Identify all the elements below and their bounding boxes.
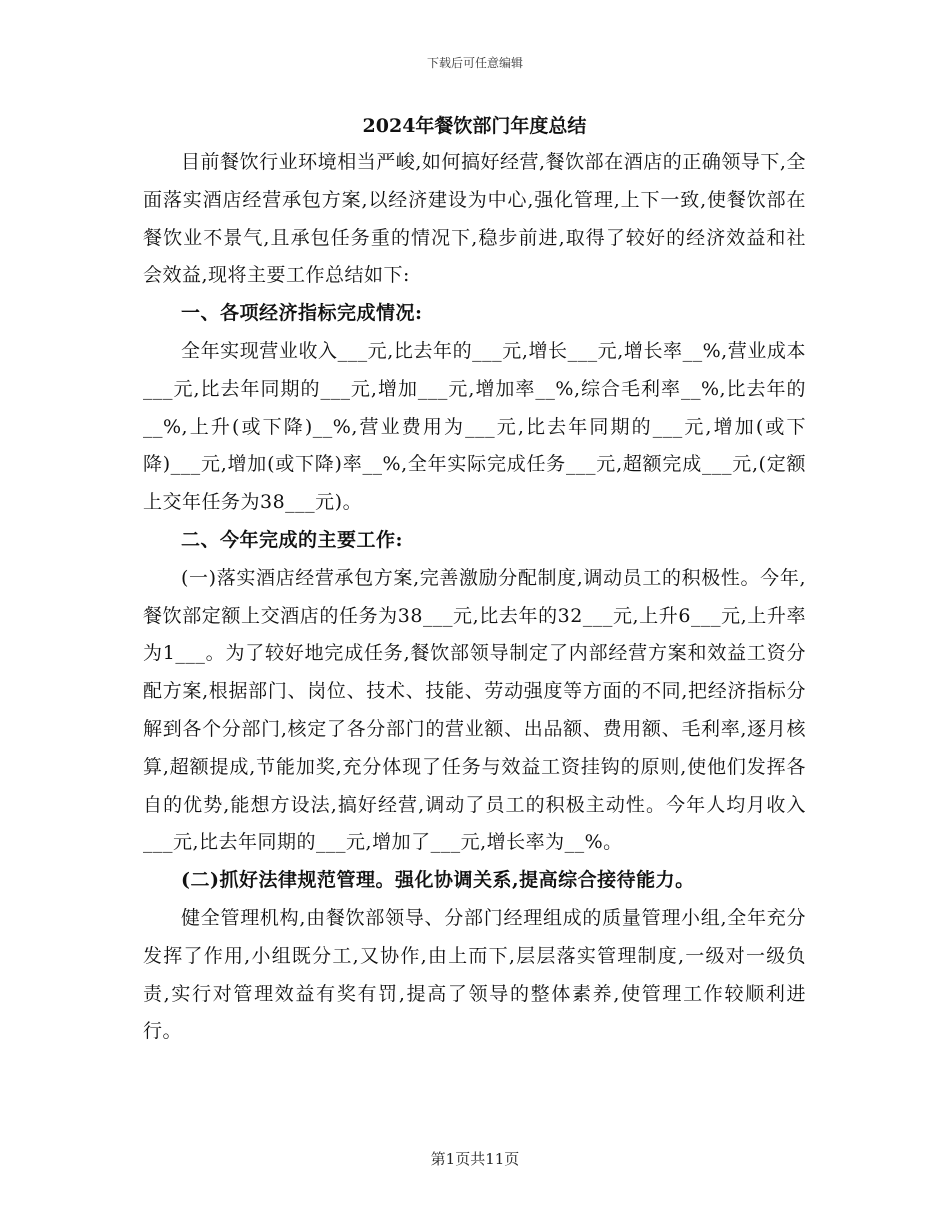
document-body (143, 108, 806, 1051)
page-number: 第1页共11页 (430, 1150, 520, 1168)
section-heading-economic-indicators: 一、各项经济指标完成情况: (181, 302, 423, 325)
section-heading-main-work: 二、今年完成的主要工作: (181, 528, 404, 551)
intro-paragraph: 目前餐饮行业环境相当严峻,如何搞好经营,餐饮部在酒店的正确领导下,全面落实酒店经营承包方案,以经济建设为中心,强化管理,上下一致,使餐饮部在餐饮业不景气,且承包任务重的情况下,稳步前进,取得了较好的经济效益和社会效益,现将主要工作总结如下: (143, 151, 806, 287)
legal-management-paragraph: 健全管理机构,由餐饮部领导、分部门经理组成的质量管理小组,全年充分发挥了作用,小组既分工,又协作,由上而下,层层落实管理制度,一级对一级负责,实行对管理效益有奖有罚,提高了领导的整体素养,使管理工作较顺利进行。 (143, 906, 806, 1043)
subsection-heading-legal-management: (二)抓好法律规范管理。强化协调关系,提高综合接待能力。 (181, 869, 695, 892)
document-title: 2024年餐饮部门年度总结 (362, 115, 587, 137)
main-work-paragraph-1: (一)落实酒店经营承包方案,完善激励分配制度,调动员工的积极性。今年,餐饮部定额上交酒店的任务为38___元,比去年的32___元,上升6___元,上升率为1___。为了较好地完成任务,餐饮部领导制定了内部经营方案和效益工资分配方案,根据部门、岗位、技术、技能、劳动强度等方面的不同,把经济指标分解到各个分部门,核定了各分部门的营业额、出品额、费用额、毛利率,逐月核算,超额提成,节能加奖,充分体现了任务与效益工资挂钩的原则,使他们发挥各自的优势,能想方设法,搞好经营,调动了员工的积极主动性。今年人均月收入___元,比去年同期的___元,增加了___元,增长率为__%。 (143, 566, 806, 854)
economic-indicators-paragraph: 全年实现营业收入___元,比去年的___元,增长___元,增长率__%,营业成本___元,比去年同期的___元,增加___元,增加率__%,综合毛利率__%,比去年的__%,上升(或下降)__%,营业费用为___元,比去年同期的___元,增加(或下降)___元,增加(或下降)率__%,全年实际完成任务___元,超额完成___元,(定额上交年任务为38___元)。 (143, 339, 806, 514)
page-header: 下载后可任意编辑 (426, 56, 523, 70)
